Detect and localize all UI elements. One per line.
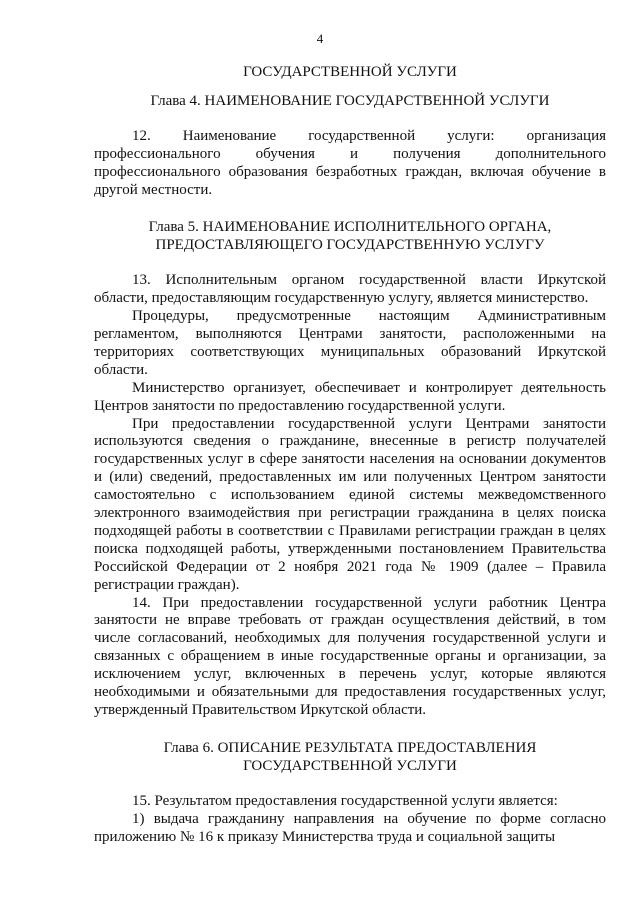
paragraph-12: 12. Наименование государственной услуги: организация профессионального обучения и получения дополнительного профессионального образования безработных граждан, включая обучение в другой местности. bbox=[94, 127, 606, 198]
paragraph-13-ministry: Министерство организует, обеспечивает и контролирует деятельность Центров занятости по предоставлению государственной услуги. bbox=[94, 379, 606, 414]
chapter-5-title-line1: Глава 5. НАИМЕНОВАНИЕ ИСПОЛНИТЕЛЬНОГО ОРГАНА, bbox=[148, 219, 552, 236]
paragraph-13: 13. Исполнительным органом государственной власти Иркутской области, предоставляющим государственную услугу, является министерство. bbox=[94, 272, 606, 307]
paragraph-13-registry: При предоставлении государственной услуги Центрами занятости используются сведения о гражданине, внесенные в регистр получателей государственных услуг в сфере занятости населения на основании документов и (или) сведений, предоставленных им или полученных Центром занятости самостоятельно с использованием единой системы межведомственного электронного взаимодействия при регистрации гражданина в целях поиска подходящей работы в соответствии с Правилами регистрации граждан в целях поиска подходящей работы, утвержденными постановлением Правительства Российской Федерации от 2 ноября 2021 года № 1909 (далее – Правила регистрации граждан). bbox=[94, 415, 606, 593]
chapter-5-title-line2: ПРЕДОСТАВЛЯЮЩЕГО ГОСУДАРСТВЕННУЮ УСЛУГУ bbox=[155, 237, 545, 254]
chapter-4-title: Глава 4. НАИМЕНОВАНИЕ ГОСУДАРСТВЕННОЙ УСЛУГИ bbox=[150, 92, 550, 109]
continued-title: ГОСУДАРСТВЕННОЙ УСЛУГИ bbox=[243, 64, 457, 80]
paragraph-13-procedures: Процедуры, предусмотренные настоящим Административным регламентом, выполняются Центрами занятости, расположенными на территориях соответствующих муниципальных образований Иркутской области. bbox=[94, 308, 606, 378]
page-number: 4 bbox=[316, 31, 324, 46]
chapter-6-title-line1: Глава 6. ОПИСАНИЕ РЕЗУЛЬТАТА ПРЕДОСТАВЛЕНИЯ bbox=[163, 739, 537, 756]
paragraph-15: 15. Результатом предоставления государственной услуги является: bbox=[132, 792, 558, 809]
paragraph-15-item-1: 1) выдача гражданину направления на обучение по форме согласно приложению № 16 к приказу Министерства труда и социальной защиты bbox=[94, 810, 606, 845]
paragraph-14: 14. При предоставлении государственной услуги работник Центра занятости не вправе требовать от граждан осуществления действий, в том числе согласований, необходимых для получения государственной услуги и связанных с обращением в иные государственные органы и организации, за исключением услуг, включенных в перечень услуг, которые являются необходимыми и обязательными для предоставления государственных услуг, утвержденный Правительством Иркутской области. bbox=[94, 594, 606, 718]
document-body bbox=[94, 64, 606, 846]
chapter-6-title-line2: ГОСУДАРСТВЕННОЙ УСЛУГИ bbox=[243, 757, 457, 774]
